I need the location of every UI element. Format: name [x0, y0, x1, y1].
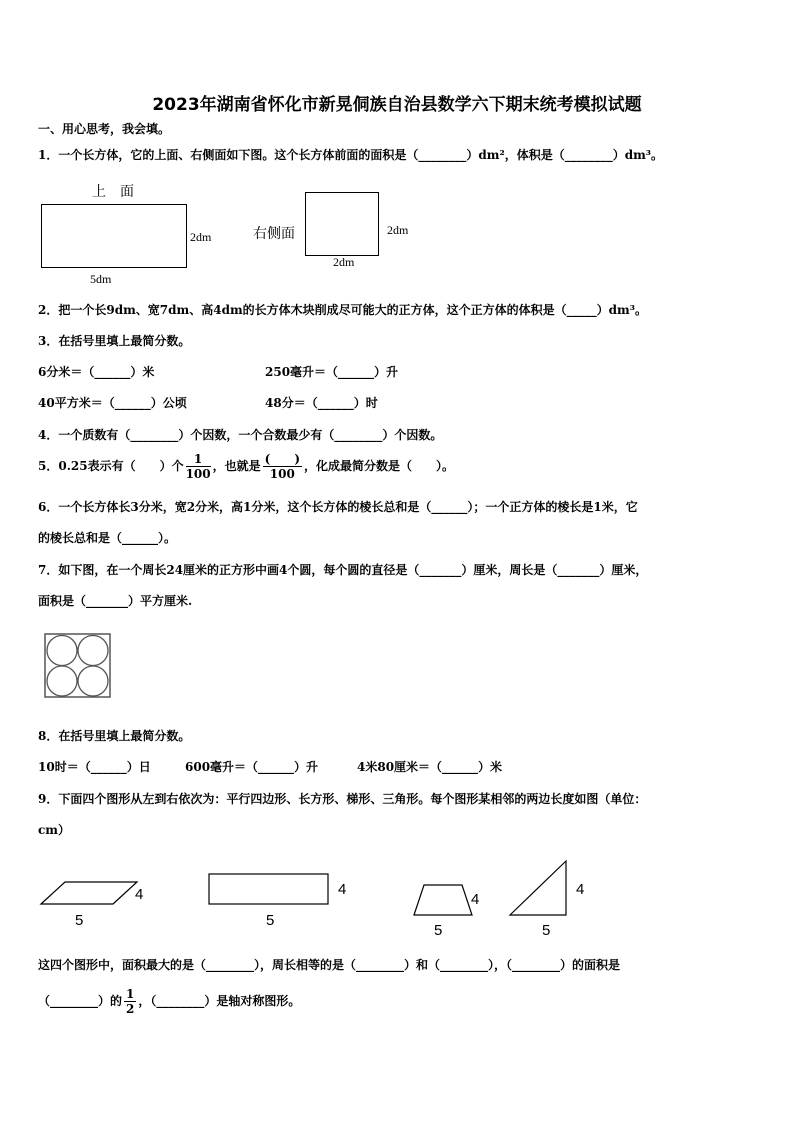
- triangle-base-label: 5: [542, 922, 551, 939]
- question-8-item-b: 600毫升＝（______）升: [185, 760, 319, 774]
- fraction-numerator: 1: [126, 987, 135, 1001]
- rectangle-length-label: 5: [266, 912, 275, 929]
- question-9-line-4-part-a: （________）的: [38, 994, 123, 1008]
- question-9-line-2: cm）: [38, 823, 71, 837]
- question-5-part-3: ，化成最简分数是（ ）。: [304, 459, 455, 473]
- question-9-line-4: [38, 984, 300, 1018]
- parallelogram-base-label: 5: [75, 912, 84, 929]
- rectangle-width-label: 4: [338, 881, 347, 898]
- right-triangle: [510, 861, 566, 915]
- fraction-denominator: 100: [185, 467, 211, 481]
- side-face-width-label: 2dm: [333, 255, 355, 269]
- fraction-numerator: 1: [186, 452, 211, 467]
- question-3-item-a: 6分米＝（______）米: [38, 365, 155, 379]
- square-outline: [45, 634, 110, 697]
- fraction-numerator: ( ): [264, 452, 301, 466]
- question-5-part-2: ，也就是: [212, 459, 261, 473]
- fraction-denominator: 2: [126, 1002, 135, 1016]
- fraction-blank-over-hundred: [263, 452, 302, 481]
- question-2-text: 2．把一个长9dm、宽7dm、高4dm的长方体木块削成尽可能大的正方体，这个正方体的体积是（_____）dm³。: [38, 303, 648, 317]
- fraction-denominator: 100: [269, 467, 295, 481]
- question-3-item-b: 250毫升＝（______）升: [265, 365, 399, 379]
- fraction-one-half: [124, 987, 136, 1016]
- question-7-line-1: 7．如下图，在一个周长24厘米的正方形中画4个圆，每个圆的直径是（_______）厘米，周长是（_______）厘米，: [38, 563, 648, 577]
- top-face-label: 上 面: [92, 185, 134, 200]
- top-face-length-label: 5dm: [90, 272, 112, 286]
- top-face-rectangle: [41, 204, 187, 268]
- rectangle: [209, 874, 328, 904]
- side-face-label: 右侧面: [253, 227, 295, 242]
- question-6-line-2: 的棱长总和是（______）。: [38, 531, 177, 545]
- trapezoid: [414, 885, 472, 915]
- square-with-four-circles-figure: [44, 633, 112, 699]
- question-8-item-c: 4米80厘米＝（______）米: [357, 760, 503, 774]
- question-4-text: 4．一个质数有（________）个因数，一个合数最少有（________）个因数。: [38, 428, 443, 442]
- question-8-text: 8．在括号里填上最简分数。: [38, 729, 191, 743]
- triangle-height-label: 4: [576, 881, 585, 898]
- four-shapes-figure: [38, 855, 598, 945]
- side-face-height-label: 2dm: [387, 223, 409, 237]
- trapezoid-base-label: 5: [434, 922, 443, 939]
- parallelogram: [41, 882, 137, 904]
- question-3-item-d: 48分＝（______）时: [265, 396, 378, 410]
- section-heading: 一、用心思考，我会填。: [38, 122, 171, 136]
- top-face-width-label: 2dm: [190, 230, 212, 244]
- question-8-item-a: 10时＝（______）日: [38, 760, 151, 774]
- trapezoid-side-label: 4: [471, 891, 480, 908]
- question-6-line-1: 6．一个长方体长3分米，宽2分米，高1分米，这个长方体的棱长总和是（______）；一个正方体的棱长是1米，它: [38, 500, 638, 514]
- question-9-line-3: 这四个图形中，面积最大的是（________），周长相等的是（________）和（________），（________）的面积是: [38, 958, 621, 972]
- circle: [47, 636, 77, 666]
- parallelogram-side-label: 4: [135, 886, 144, 903]
- question-3-text: 3．在括号里填上最简分数。: [38, 334, 191, 348]
- question-9-line-4-part-b: ，（________）是轴对称图形。: [138, 994, 301, 1008]
- question-5-text: [38, 452, 454, 481]
- question-1-text: 1．一个长方体，它的上面、右侧面如下图。这个长方体前面的面积是（________）dm²，体积是（________）dm³。: [38, 148, 664, 162]
- question-5-part-1: 5．0.25表示有（ ）个: [38, 459, 184, 473]
- page-title: 2023年湖南省怀化市新晃侗族自治县数学六下期末统考模拟试题: [152, 95, 642, 115]
- fraction-one-hundredth: [186, 452, 211, 481]
- question-9-line-1: 9．下面四个图形从左到右依次为：平行四边形、长方形、梯形、三角形。每个图形某相邻的两边长度如图（单位：: [38, 792, 647, 806]
- circle: [78, 636, 108, 666]
- question-7-line-2: 面积是（_______）平方厘米.: [38, 594, 193, 608]
- circle: [78, 666, 108, 696]
- question-3-item-c: 40平方米＝（______）公顷: [38, 396, 187, 410]
- circle: [47, 666, 77, 696]
- side-face-rectangle: [305, 192, 379, 256]
